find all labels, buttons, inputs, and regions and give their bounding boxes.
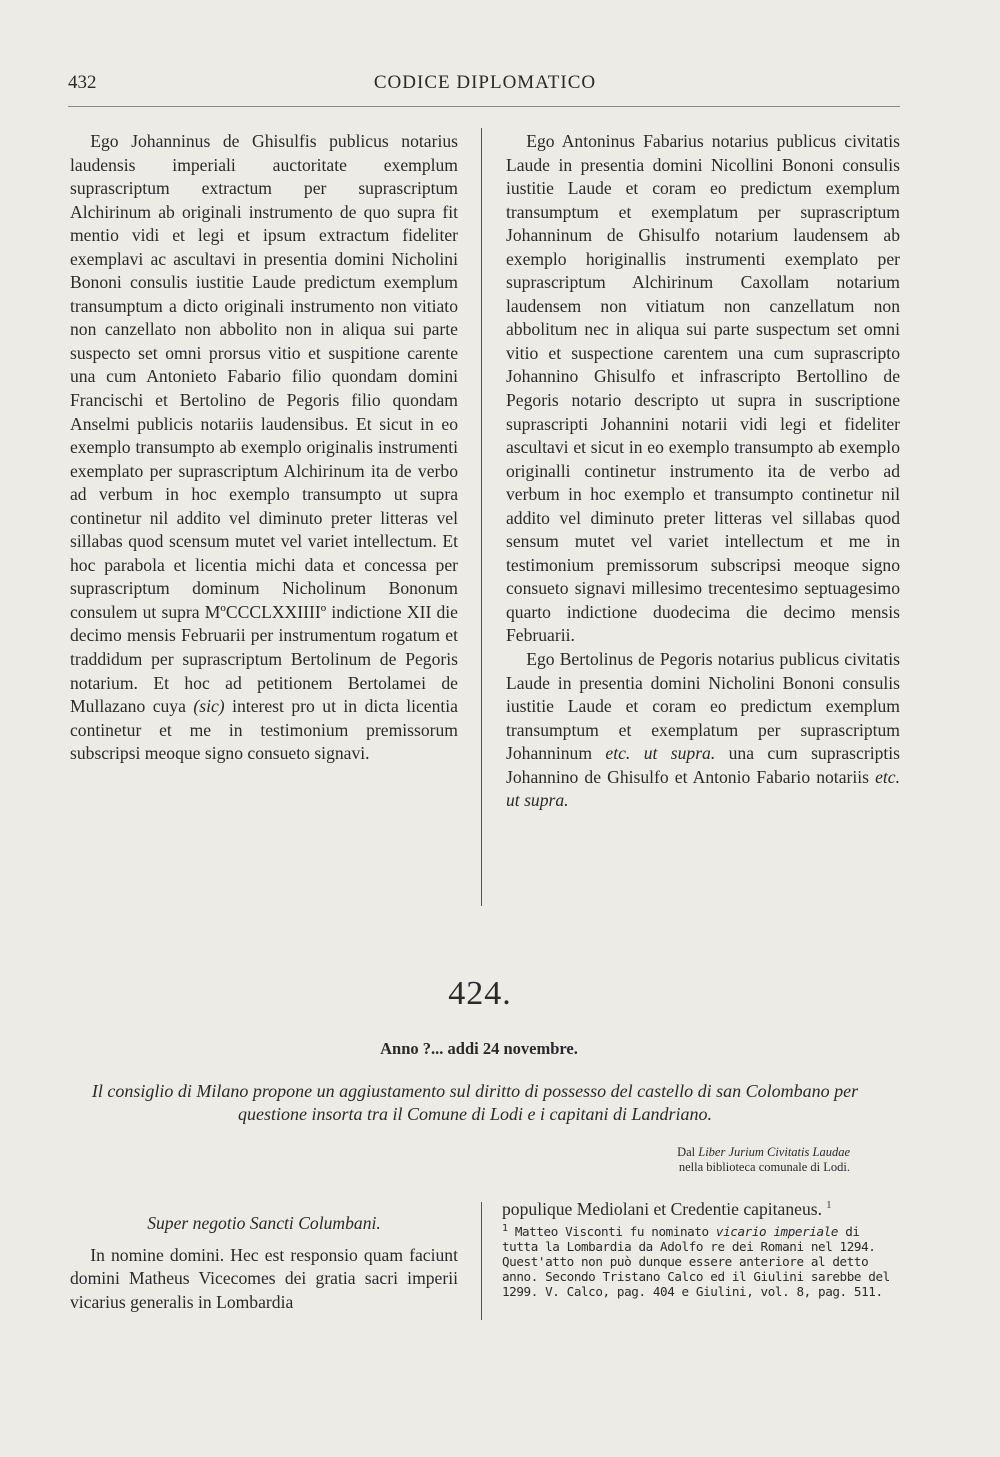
document-number: 424.	[448, 975, 512, 1012]
notary-subscription-antoninus: Ego Antoninus Fabarius notarius publicus civitatis Laude in presentia domini Nicollini Bononi consulis iustitie Laude et coram eo predictum exemplum transumptum et exemplatum per suprascriptum Johanninum de Ghisulfo notarium laudensem ab exemplo horiginallis instrumenti exemplato per suprascriptum Alchirinum Caxollam notarium laudensem non vitiatum non canzellatum non abbolitum nec in aliqua sui parte suspectum set omni vitio et suspectione carentem una cum suprascripto Johannino Ghisulfo et infrascripto Bertollino de Pegoris notario descripto ut supra in suscriptione suprascripti Johannini notarii vidi legi et fideliter ascultavi et sicut in eo exemplo transumpto ab exemplo originalli continetur instrumento ita de verbo ad verbum in hoc exemplo et transumpto continetur nil addito vel diminuto preter litteras vel sillabas quod sensum mutet vel variet intellectum et me in testimonium premissorum subscripsi meoque signo consueto signavi millesimo trecentesimo septuagesimo quarto indictione duodecima die decimo mensis Februarii.	[506, 131, 900, 646]
document-text-continuation: populique Mediolani et Credentie capitaneus. $^1$	[502, 1199, 832, 1219]
document-text-start: In nomine domini. Hec est responsio quam faciunt domini Matheus Vicecomes dei gratia sacri imperii vicarius generalis in Lombardia	[70, 1244, 458, 1312]
column-divider-lower	[481, 1202, 482, 1320]
footnote: $^1$ Matteo Visconti fu nominato vicario imperiale di tutta la Lombardia da Adolfo re dei Romani nel 1294. Quest'atto non può dunque essere anteriore al detto anno. Secondo Tristano Calco ed il Giulini sarebbe del 1299. V. Calco, pag. 404 e Giulini, vol. 8, pag. 511.	[502, 1222, 890, 1299]
page-number: 432	[68, 72, 97, 93]
lower-right-column	[502, 1198, 900, 1299]
header-rule	[68, 106, 900, 107]
lower-left-column	[70, 1212, 458, 1314]
document-date: Anno ?... addi 24 novembre.	[380, 1039, 578, 1058]
right-column	[506, 130, 900, 813]
page-header	[68, 72, 902, 102]
source-citation: Dal Liber Jurium Civitatis Laudae nella biblioteca comunale di Lodi.	[677, 1145, 850, 1174]
document-regest: Il consiglio di Milano propone un aggiustamento sul diritto di possesso del castello di san Colombano per questione insorta tra il Comune di Lodi e i capitani di Landriano.	[91, 1081, 859, 1124]
sic-note: (sic)	[193, 696, 225, 717]
left-column	[70, 130, 458, 766]
notary-subscription-johanninus: Ego Johanninus de Ghisulfis publicus notarius laudensis imperiali auctoritate exemplum suprascriptum extractum per suprascriptum Alchirinum ab originali instrumento de quo supra fit mentio vidi et legi et ipsum extractum fideliter exemplavi ac ascultavi in presentia domini Nicholini Bononi consulis iustitie Laude predictum exemplum transumptum a dicto originali instrumento non vitiato non canzellato non abbolito non in aliqua sui parte suspecto set omni prorsus vitio et suspitione carente una cum Antonieto Fabario filio quondam domini Francischi et Bertolino de Pegoris filio quondam Anselmi publicis notariis laudensibus. Et sicut in eo exemplo transumpto ab exemplo originalis instrumenti exemplato per suprascriptum Alchirinum ita de verbo ad verbum in hoc exemplo transumpto ut supra continetur nil addito vel diminuto preter litteras vel sillabas quod scensum mutet vel variet intellectum. Et hoc parabola et licentia michi data et concessa per suprascriptum dominum Nicholinum Bononum consulem ut supra MºCCCLXXIIIIº indictione XII die decimo mensis Februarii per instrumentum rogatum et traddidum per suprascriptum Bertolinum de Pegoris notarium. Et hoc ad petitionem Bertolamei de Mullazano cuya (sic) interest pro ut in dicta licentia continetur et me in testimonium premissorum subscripsi meoque signo consueto signavi.	[70, 131, 458, 764]
running-title: CODICE DIPLOMATICO	[373, 72, 597, 93]
footnote-reference: 1	[826, 1200, 832, 1212]
section-subheading: Super negotio Sancti Columbani.	[147, 1213, 381, 1233]
notary-subscription-bertolinus: Ego Bertolinus de Pegoris notarius publicus civitatis Laude in presentia domini Nicholini Bononi consulis iustitie Laude et coram eo predictum exemplum transumptum et exemplatum per suprascriptum Johanninum etc. ut supra. una cum suprascriptis Johannino de Ghisulfo et Antonio Fabario notariis etc. ut supra.	[506, 649, 901, 811]
column-divider	[481, 128, 482, 906]
